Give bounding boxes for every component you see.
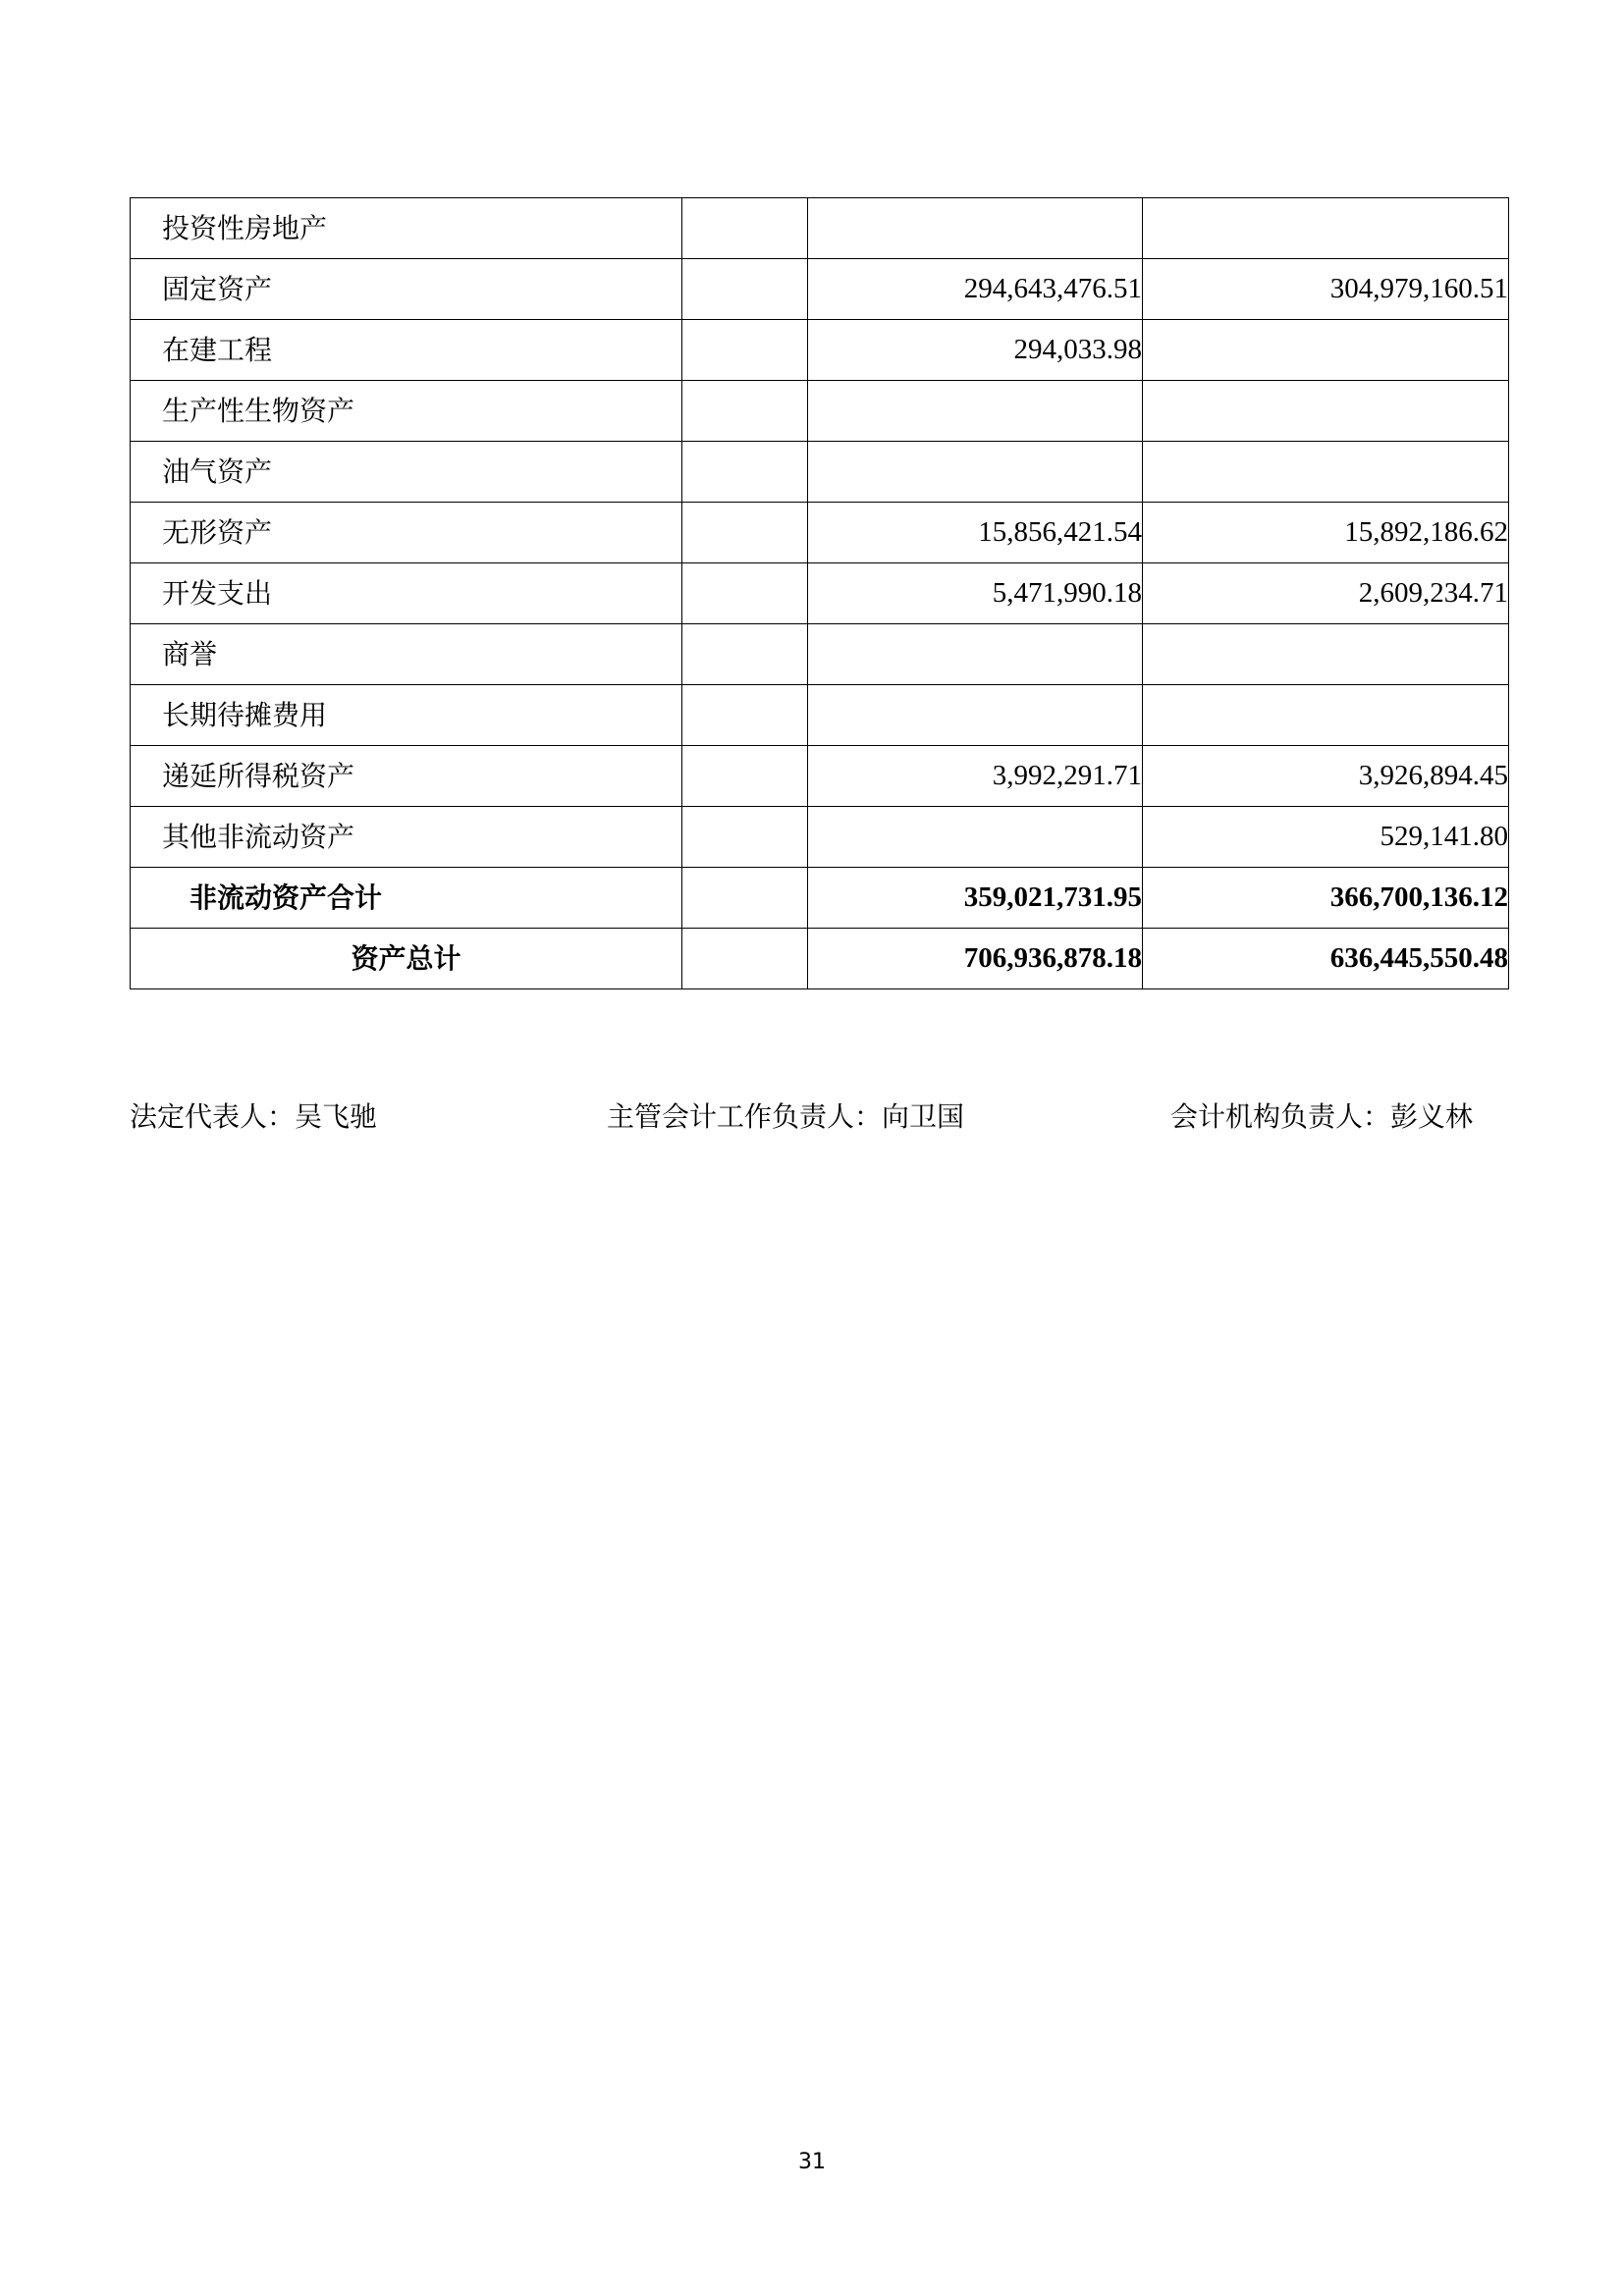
- row-end-balance: 294,033.98: [808, 320, 1143, 381]
- row-note: [682, 381, 808, 442]
- page-number: 31: [798, 2150, 826, 2174]
- row-note: [682, 624, 808, 685]
- table-row: [131, 259, 1509, 320]
- row-label: 投资性房地产: [131, 198, 682, 259]
- table-row: [131, 685, 1509, 746]
- row-label: 油气资产: [131, 442, 682, 503]
- table-row: [131, 320, 1509, 381]
- table-row: [131, 868, 1509, 929]
- row-end-balance: [808, 442, 1143, 503]
- table-row: [131, 624, 1509, 685]
- row-label: 生产性生物资产: [131, 381, 682, 442]
- table-row: [131, 381, 1509, 442]
- row-label: 无形资产: [131, 503, 682, 563]
- table-row: [131, 442, 1509, 503]
- row-begin-balance: [1143, 198, 1509, 259]
- row-end-balance: 15,856,421.54: [808, 503, 1143, 563]
- balance-sheet-body: [131, 198, 1509, 989]
- row-end-balance: [808, 381, 1143, 442]
- row-label: 资产总计: [131, 929, 682, 989]
- table-row: [131, 503, 1509, 563]
- row-note: [682, 503, 808, 563]
- row-label: 商誉: [131, 624, 682, 685]
- row-label: 非流动资产合计: [131, 868, 682, 929]
- row-begin-balance: 529,141.80: [1143, 807, 1509, 868]
- table-row: [131, 746, 1509, 807]
- row-note: [682, 442, 808, 503]
- row-begin-balance: [1143, 381, 1509, 442]
- row-end-balance: 359,021,731.95: [808, 868, 1143, 929]
- row-note: [682, 198, 808, 259]
- legal-representative: 法定代表人：吴飞驰: [130, 1100, 378, 1133]
- accounting-supervisor: 主管会计工作负责人：向卫国: [607, 1100, 965, 1133]
- row-begin-balance: [1143, 685, 1509, 746]
- row-note: [682, 807, 808, 868]
- row-label: 递延所得税资产: [131, 746, 682, 807]
- row-end-balance: 294,643,476.51: [808, 259, 1143, 320]
- row-begin-balance: [1143, 624, 1509, 685]
- row-begin-balance: 3,926,894.45: [1143, 746, 1509, 807]
- row-note: [682, 746, 808, 807]
- row-note: [682, 259, 808, 320]
- balance-sheet-table: [130, 197, 1509, 989]
- row-end-balance: 5,471,990.18: [808, 563, 1143, 624]
- row-note: [682, 563, 808, 624]
- signature-line: [130, 1095, 1508, 1135]
- row-label: 其他非流动资产: [131, 807, 682, 868]
- row-begin-balance: [1143, 442, 1509, 503]
- row-note: [682, 685, 808, 746]
- row-begin-balance: 304,979,160.51: [1143, 259, 1509, 320]
- table-row: [131, 198, 1509, 259]
- row-end-balance: [808, 198, 1143, 259]
- row-end-balance: 3,992,291.71: [808, 746, 1143, 807]
- row-begin-balance: 2,609,234.71: [1143, 563, 1509, 624]
- accounting-department-head: 会计机构负责人：彭义林: [1170, 1100, 1474, 1133]
- row-begin-balance: 366,700,136.12: [1143, 868, 1509, 929]
- row-end-balance: [808, 685, 1143, 746]
- row-begin-balance: 15,892,186.62: [1143, 503, 1509, 563]
- row-end-balance: 706,936,878.18: [808, 929, 1143, 989]
- row-note: [682, 868, 808, 929]
- table-row: [131, 563, 1509, 624]
- row-note: [682, 320, 808, 381]
- row-begin-balance: [1143, 320, 1509, 381]
- row-end-balance: [808, 807, 1143, 868]
- row-end-balance: [808, 624, 1143, 685]
- row-label: 在建工程: [131, 320, 682, 381]
- table-row: [131, 929, 1509, 989]
- table-row: [131, 807, 1509, 868]
- row-label: 长期待摊费用: [131, 685, 682, 746]
- row-begin-balance: 636,445,550.48: [1143, 929, 1509, 989]
- row-note: [682, 929, 808, 989]
- row-label: 固定资产: [131, 259, 682, 320]
- row-label: 开发支出: [131, 563, 682, 624]
